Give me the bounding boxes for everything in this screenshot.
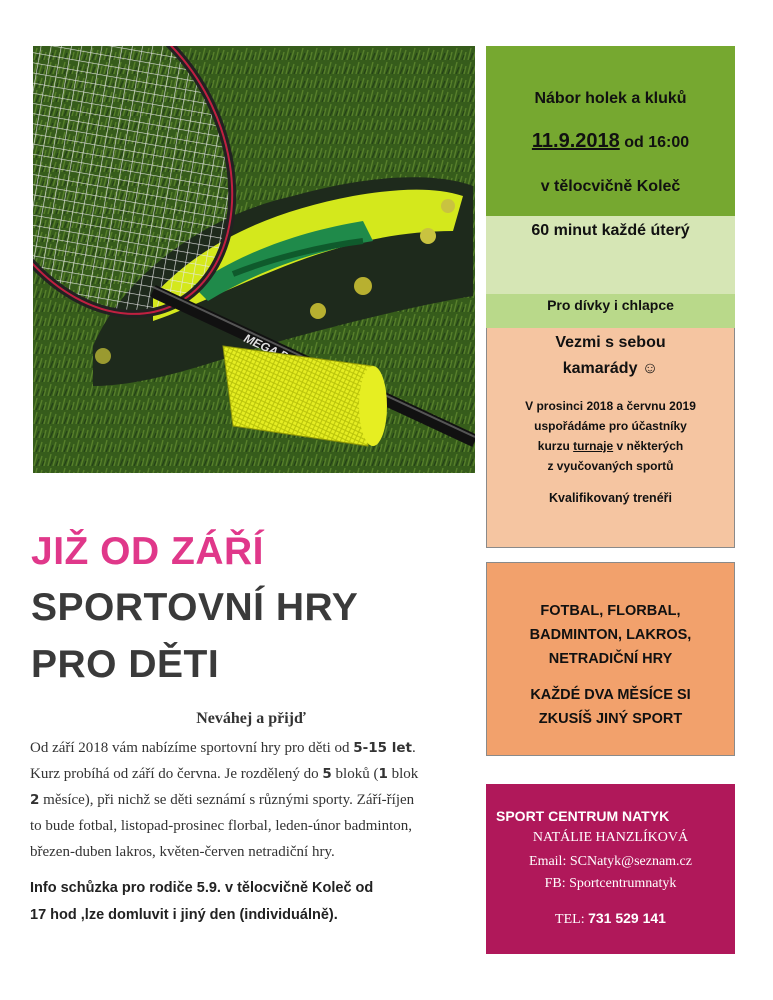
sports-line-1: FOTBAL, FLORBAL, bbox=[540, 603, 681, 619]
body-line-4: to bude fotbal, listopad-prosinec florbal, leden-únor badminton, bbox=[30, 818, 412, 834]
body-line-1 bbox=[30, 735, 470, 761]
tour-line-3 bbox=[487, 439, 734, 453]
rotation-line-1: KAŽDÉ DVA MĚSÍCE SI bbox=[530, 687, 691, 703]
body-line-5: březen-duben lakros, květen-červen netradiční hry. bbox=[30, 844, 335, 860]
contact-phone[interactable] bbox=[486, 910, 735, 928]
phone-number: 731 529 141 bbox=[588, 910, 666, 926]
headline-line-1: SPORTOVNÍ HRY bbox=[31, 586, 359, 629]
recruit-text: Nábor holek a kluků bbox=[534, 90, 687, 107]
subheading: Neváhej a přijď bbox=[196, 710, 306, 727]
rotation-line-2: ZKUSÍŠ JINÝ SPORT bbox=[538, 711, 683, 727]
event-date: 11.9.2018 bbox=[531, 130, 620, 152]
audience-text: Pro dívky i chlapce bbox=[547, 297, 674, 313]
block-count: 5 bbox=[322, 766, 332, 782]
tour-line-3b: v některých bbox=[613, 439, 684, 453]
sports-line-3: NETRADIČNÍ HRY bbox=[548, 651, 673, 667]
body-text-segment: bloků ( bbox=[331, 766, 379, 782]
body-line-2 bbox=[30, 761, 470, 787]
meeting-info bbox=[30, 875, 470, 929]
audience-panel bbox=[486, 294, 735, 328]
event-place: v tělocvičně Koleč bbox=[540, 178, 681, 195]
body-text-segment: Od září 2018 vám nabízíme sportovní hry pro děti od bbox=[30, 740, 354, 756]
tournament-word: turnaje bbox=[573, 439, 614, 453]
phone-label: TEL: bbox=[555, 912, 589, 927]
sports-line-2: BADMINTON, LAKROS, bbox=[529, 627, 692, 643]
meeting-line-1: Info schůzka pro rodiče 5.9. v tělocvičně Koleč od bbox=[30, 880, 374, 896]
friends-line-1: Vezmi s sebou bbox=[555, 334, 666, 351]
body-paragraph bbox=[30, 735, 470, 865]
coaches-text: Kvalifikovaný trenéři bbox=[549, 491, 672, 505]
tour-line-2: uspořádáme pro účastníky bbox=[534, 419, 687, 433]
body-line-3 bbox=[30, 787, 470, 813]
contact-facebook[interactable]: FB: Sportcentrumnatyk bbox=[544, 876, 677, 891]
tour-line-1: V prosinci 2018 a červnu 2019 bbox=[525, 399, 696, 413]
contact-person: NATÁLIE HANZLÍKOVÁ bbox=[532, 830, 689, 845]
block-one: 1 bbox=[378, 766, 388, 782]
body-text-segment: . bbox=[412, 740, 416, 756]
headline-line-2: PRO DĚTI bbox=[31, 643, 220, 686]
org-name: SPORT CENTRUM NATYK bbox=[496, 808, 670, 824]
weekly-schedule: 60 minut každé úterý bbox=[531, 222, 690, 239]
date-time bbox=[486, 130, 735, 153]
info-panel bbox=[486, 328, 735, 548]
meeting-line-2: 17 hod ,lze domluvit i jiný den (individuálně). bbox=[30, 907, 338, 923]
contact-panel bbox=[486, 784, 735, 954]
age-range: 5-15 let bbox=[353, 740, 412, 756]
body-text-segment: měsíce), při nichž se děti seznámí s různými sporty. Září-říjen bbox=[39, 792, 415, 808]
sports-photo bbox=[33, 46, 475, 473]
body-text-segment: Kurz probíhá od září do června. Je rozdělený do bbox=[30, 766, 323, 782]
months-count: 2 bbox=[30, 792, 40, 808]
body-text-segment: blok bbox=[387, 766, 419, 782]
friends-line-2: kamarády ☺ bbox=[562, 360, 659, 377]
headline-pink: JIŽ OD ZÁŘÍ bbox=[31, 530, 265, 573]
event-time: od 16:00 bbox=[624, 134, 690, 151]
tour-line-4: z vyučovaných sportů bbox=[547, 459, 674, 473]
schedule-panel bbox=[486, 216, 735, 294]
event-panel bbox=[486, 46, 735, 216]
contact-email[interactable]: Email: SCNatyk@seznam.cz bbox=[529, 854, 692, 869]
tour-line-3a: kurzu bbox=[537, 439, 574, 453]
sports-panel bbox=[486, 562, 735, 756]
